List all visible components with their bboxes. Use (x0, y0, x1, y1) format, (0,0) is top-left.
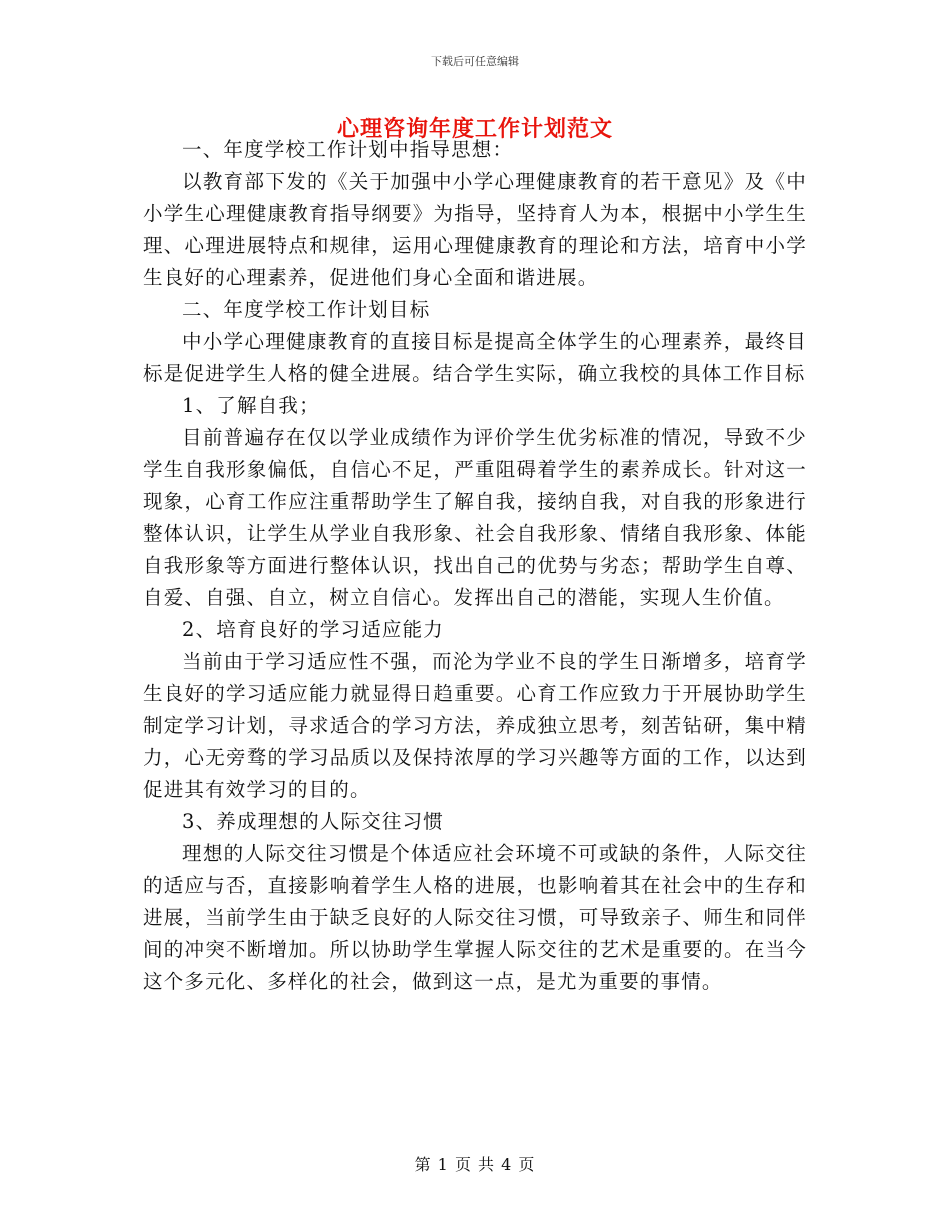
paragraph-learning-adaptation: 当前由于学习适应性不强，而沦为学业不良的学生日渐增多，培育学生良好的学习适应能力就显得日趋重要。心育工作应致力于开展协助学生制定学习计划，寻求适合的学习方法，养成独立思考，刻苦钻研，集中精力，心无旁骛的学习品质以及保持浓厚的学习兴趣等方面的工作，以达到促进其有效学习的目的。 (143, 650, 807, 801)
subheading-know-self: 1、了解自我； (182, 394, 320, 417)
subheading-interpersonal: 3、养成理想的人际交往习惯 (182, 810, 445, 833)
document-body (143, 134, 807, 998)
paragraph-know-self: 目前普遍存在仅以学业成绩作为评价学生优劣标准的情况，导致不少学生自我形象偏低，自信心不足，严重阻碍着学生的素养成长。针对这一现象，心育工作应注重帮助学生了解自我，接纳自我，对自我的形象进行整体认识，让学生从学业自我形象、社会自我形象、情绪自我形象、体能自我形象等方面进行整体认识，找出自己的优势与劣态；帮助学生自尊、自爱、自强、自立，树立自信心。发挥出自己的潜能，实现人生价值。 (143, 426, 807, 609)
paragraph-interpersonal: 理想的人际交往习惯是个体适应社会环境不可或缺的条件，人际交往的适应与否，直接影响着学生人格的进展，也影响着其在社会中的生存和进展，当前学生由于缺乏良好的人际交往习惯，可导致亲子、师生和同伴间的冲突不断增加。所以协助学生掌握人际交往的艺术是重要的。在当今这个多元化、多样化的社会，做到这一点，是尤为重要的事情。 (143, 842, 807, 993)
heading-guiding-thought: 一、年度学校工作计划中指导思想： (182, 138, 514, 161)
heading-goals: 二、年度学校工作计划目标 (182, 298, 431, 321)
page-header: 下载后可任意编辑 (431, 55, 519, 68)
paragraph-guiding-thought: 以教育部下发的《关于加强中小学心理健康教育的若干意见》及《中小学生心理健康教育指导纲要》为指导，坚持育人为本，根据中小学生生理、心理进展特点和规律，运用心理健康教育的理论和方法，培育中小学生良好的心理素养，促进他们身心全面和谐进展。 (143, 170, 807, 289)
paragraph-goals: 中小学心理健康教育的直接目标是提高全体学生的心理素养，最终目标是促进学生人格的健全进展。结合学生实际，确立我校的具体工作目标 (143, 330, 807, 385)
document-title: 心理咨询年度工作计划范文 (336, 116, 613, 142)
subheading-learning-adaptation: 2、培育良好的学习适应能力 (182, 618, 445, 641)
page-footer: 第 1 页 共 4 页 (414, 1155, 536, 1174)
